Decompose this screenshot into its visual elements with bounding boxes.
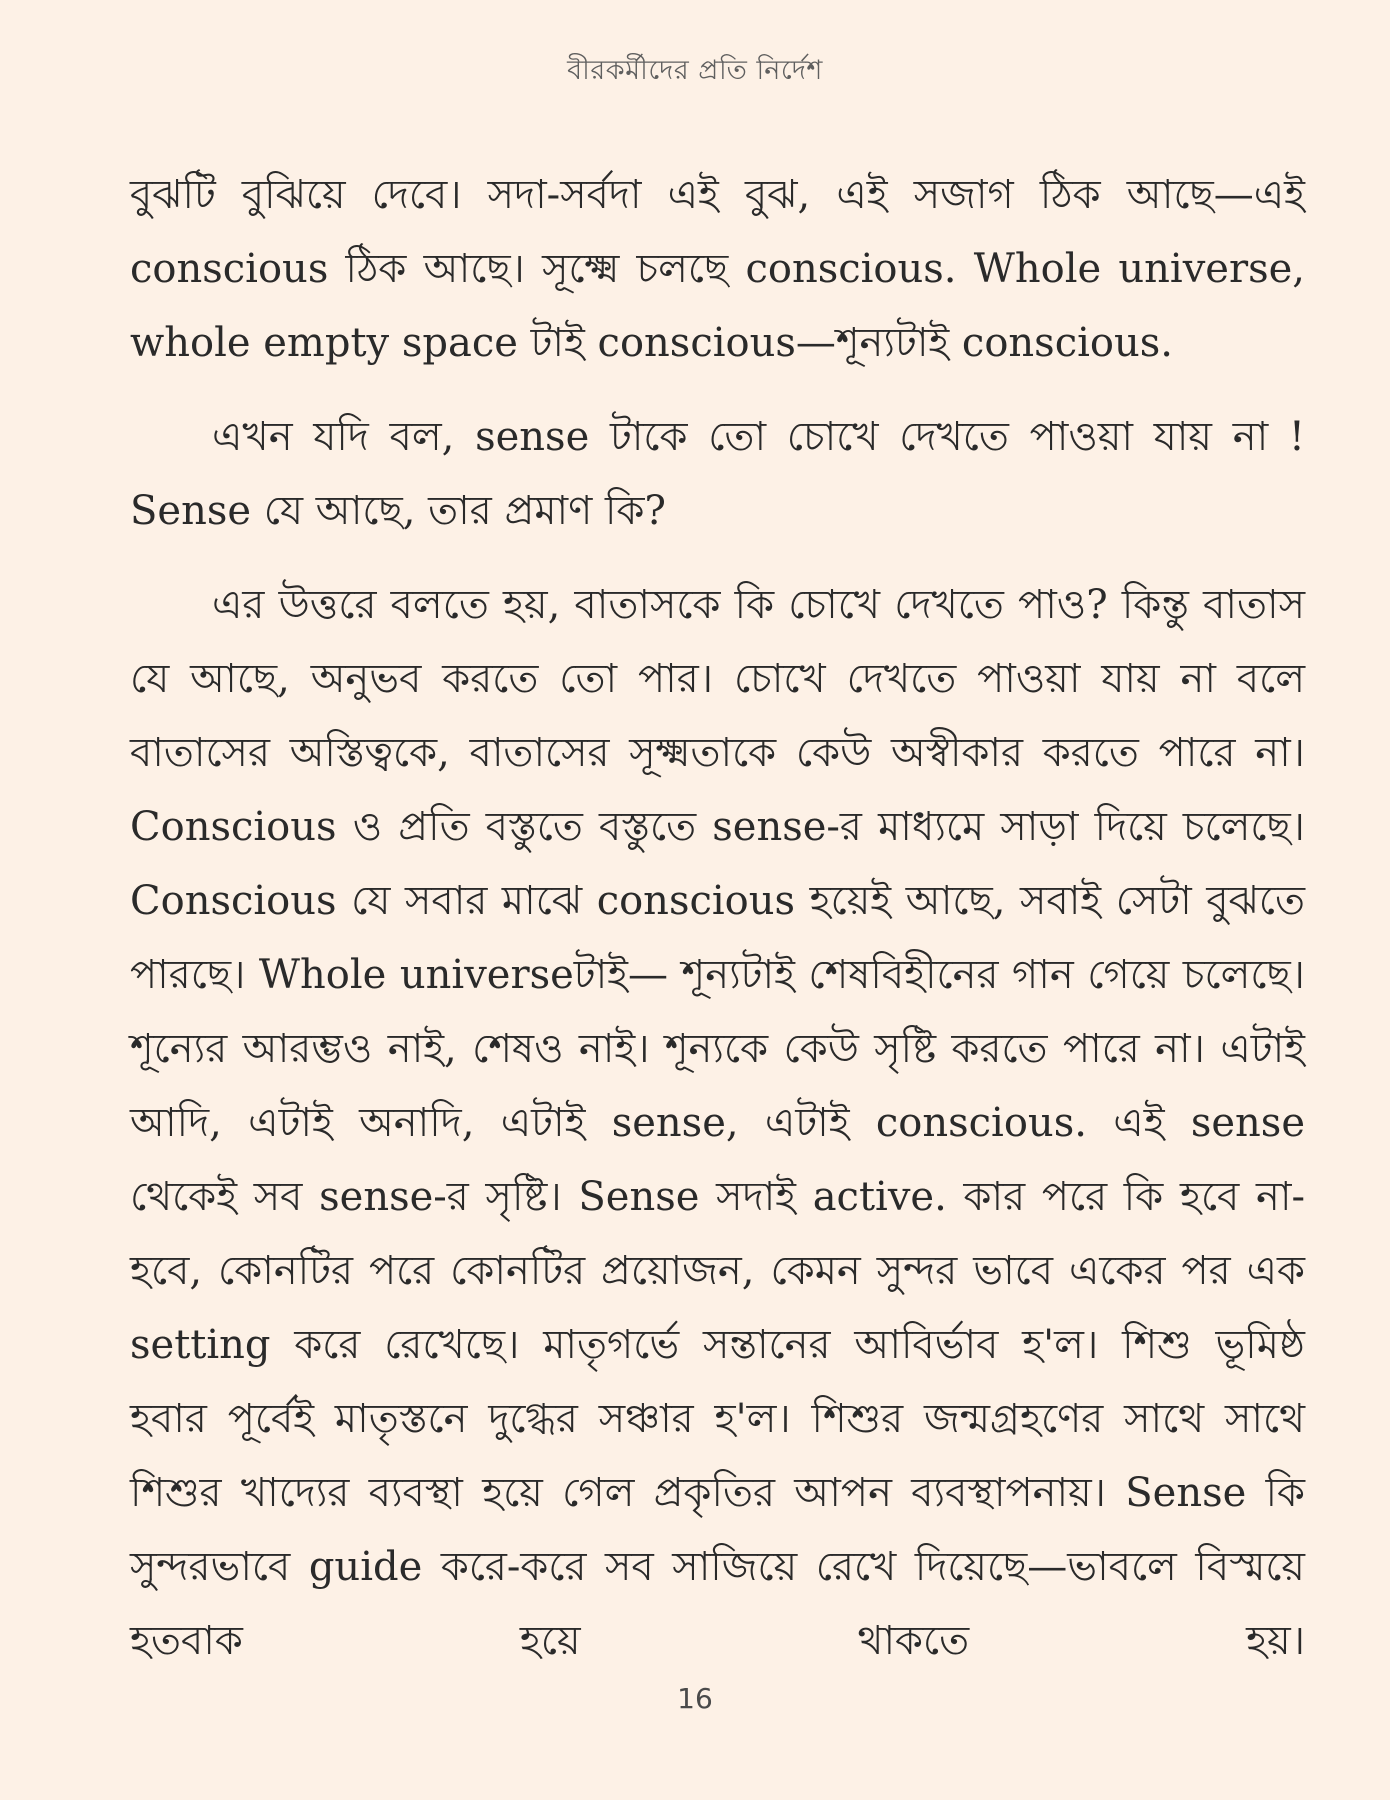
paragraph-3: এর উত্তরে বলতে হয়, বাতাসকে কি চোখে দেখতে পাও? কিন্তু বাতাস যে আছে, অনুভব করতে তো পার। চোখে দেখতে পাওয়া যায় না বলে বাতাসের অস্তিত্বকে, বাতাসের সূক্ষ্মতাকে কেউ অস্বীকার করতে পারে না। Conscious ও প্রতি বস্তুতে বস্তুতে sense-র মাধ্যমে সাড়া দিয়ে চলেছে। Conscious যে সবার মাঝে conscious হয়েই আছে, সবাই সেটা বুঝতে পারছে। Whole universeটাই— শূন্যটাই শেষবিহীনের গান গেয়ে চলেছে। শূন্যের আরম্ভও নাই, শেষও নাই। শূন্যকে কেউ সৃষ্টি করতে পারে না। এটাই আদি, এটাই অনাদি, এটাই sense, এটাই conscious. এই sense থেকেই সব sense-র সৃষ্টি। Sense সদাই active. কার পরে কি হবে না-হবে, কোনটির পরে কোনটির প্রয়োজন, কেমন সুন্দর ভাবে একের পর এক setting করে রেখেছে। মাতৃগর্ভে সন্তানের আবির্ভাব হ'ল। শিশু ভূমিষ্ঠ হবার পূর্বেই মাতৃস্তনে দুগ্ধের সঞ্চার হ'ল। শিশুর জন্মগ্রহণের সাথে সাথে শিশুর খাদ্যের ব্যবস্থা হয়ে গেল প্রকৃতির আপন ব্যবস্থাপনায়। Sense কি সুন্দরভাবে guide করে-করে সব সাজিয়ে রেখে দিয়েছে—ভাবলে বিস্ময়ে হতবাক হয়ে থাকতে হয়। bbox=[130, 582, 1305, 1664]
page-body bbox=[130, 158, 1305, 1698]
paragraph-1: বুঝটি বুঝিয়ে দেবে। সদা-সর্বদা এই বুঝ, এই সজাগ ঠিক আছে—এই conscious ঠিক আছে। সূক্ষ্মে চলছে conscious. Whole universe, whole empty space টাই conscious—শূন্যটাই conscious. bbox=[130, 172, 1305, 366]
paragraph-2: এখন যদি বল, sense টাকে তো চোখে দেখতে পাওয়া যায় না ! Sense যে আছে, তার প্রমাণ কি? bbox=[130, 414, 1305, 534]
page-number: 16 bbox=[677, 1682, 713, 1715]
running-header: বীরকর্মীদের প্রতি নির্দেশ bbox=[567, 55, 823, 86]
